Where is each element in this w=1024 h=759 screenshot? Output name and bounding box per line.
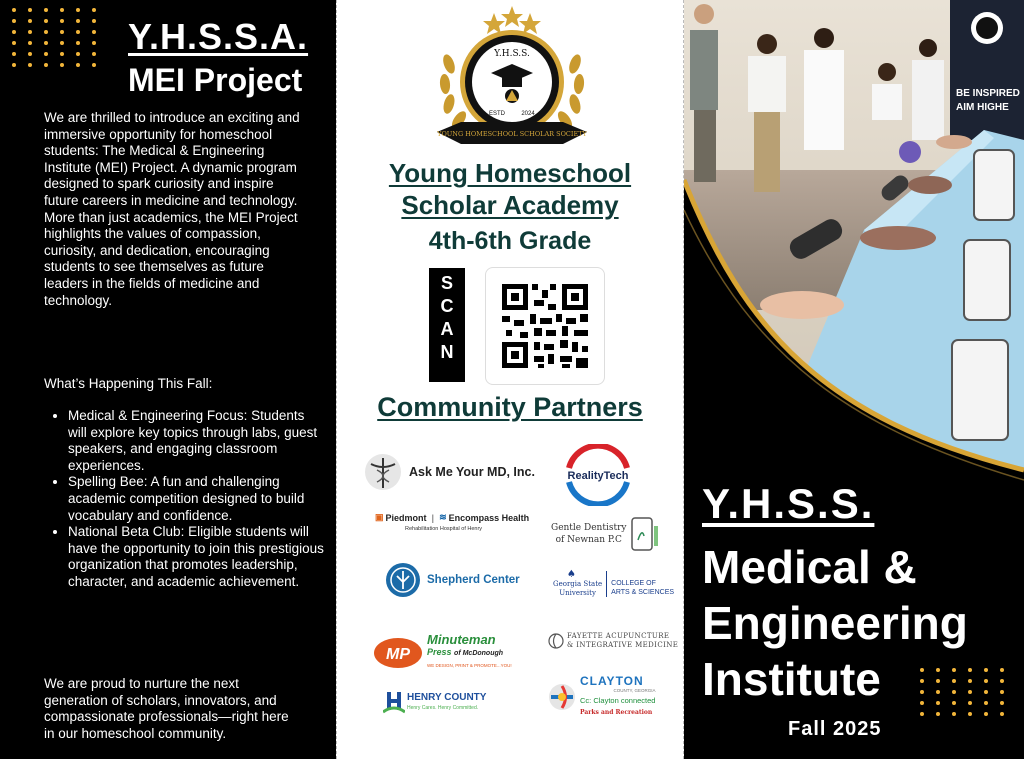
partner-gentle-dentistry: Gentle Dentistry of Newnan P.C [551, 516, 660, 552]
acupuncture-icon [547, 632, 565, 650]
list-item: • National Beta Club: Eligible students will have the opportunity to join this prestigious organization that promotes leadership, character, and academic achievement. [68, 524, 324, 590]
partner-shepherd: Shepherd Center [385, 562, 520, 598]
svg-text:BE INSPIRED: BE INSPIRED [956, 88, 1020, 99]
partner-minuteman: MP Minuteman Press of McDonough WE DESIGN, PRINT & PROMOTE...YOU! [373, 634, 512, 672]
left-panel [0, 0, 336, 759]
svg-text:MP: MP [386, 646, 410, 663]
institute-name-line3: Institute [702, 653, 881, 705]
shepherd-logo-icon [385, 562, 421, 598]
list-item: • Spelling Bee: A fun and challenging academic competition designed to build vocabulary and confidence. [68, 474, 324, 524]
middle-panel [336, 0, 684, 759]
clayton-logo-icon [547, 682, 577, 712]
partner-fayette: FAYETTE ACUPUNCTURE & INTEGRATIVE MEDICINE [547, 632, 678, 650]
henry-county-logo-icon [383, 690, 405, 716]
scan-label: S C A N [440, 273, 454, 362]
minuteman-logo-icon [373, 636, 423, 670]
academy-name-line2: Scholar Academy [401, 190, 619, 220]
partner-clayton: CLAYTON COUNTY, GEORGIA Cc: Clayton connected Parks and Recreation [547, 676, 655, 718]
list-item: • Medical & Engineering Focus: Students will explore key topics through labs, guest speakers, and engaging classroom experiences. [68, 408, 324, 474]
institute-name-line1: Medical & [702, 541, 917, 593]
partners-heading: Community Partners [377, 392, 643, 422]
partner-askmd: Ask Me Your MD, Inc. [363, 452, 535, 492]
season-label: Fall 2025 [788, 718, 882, 740]
academy-name-line1: Young Homeschool [388, 158, 632, 188]
partner-henry-county: HENRY COUNTY Henry Cares. Henry Committed. [383, 690, 486, 716]
decorative-dots [12, 8, 100, 67]
grade-label: 4th-6th Grade [428, 227, 592, 255]
partner-piedmont-encompass: ▣ Piedmont | ≋ Encompass Health Rehabilitation Hospital of Henry [375, 512, 530, 532]
svg-text:ESTD: ESTD [488, 111, 506, 117]
happening-heading: What’s Happening This Fall: [44, 376, 213, 391]
svg-text:AIM HIGHE: AIM HIGHE [956, 102, 1009, 113]
partner-realitytech [561, 444, 635, 506]
realitytech-logo [561, 444, 635, 506]
caduceus-icon [363, 452, 403, 492]
right-title: Y.H.S.S. [702, 480, 875, 527]
closing-paragraph: We are proud to nurture the next generation of scholars, innovators, and compassionate professionals—right here in our homeschool community. [44, 676, 289, 741]
program-list [44, 408, 324, 591]
right-panel [684, 0, 1024, 759]
left-subtitle: MEI Project [128, 62, 303, 98]
decorative-dots [920, 668, 1008, 716]
left-title: Y.H.S.S.A. [128, 16, 309, 57]
svg-text:YOUNG HOMESCHOOL SCHOLAR SOCIE: YOUNG HOMESCHOOL SCHOLAR SOCIETY [437, 130, 587, 138]
scholar-society-logo [427, 4, 597, 156]
svg-text:Y.H.S.S.: Y.H.S.S. [494, 49, 530, 59]
institute-name-line2: Engineering [702, 597, 968, 649]
intro-paragraph: We are thrilled to introduce an exciting and immersive opportunity for homeschool students: The Medical & Engineering Institute (MEI) Project. A dynamic program designed to spark curiosity and inspire future careers in medicine and technology. More than just academics, the MEI Project highlights the values of compassion, curiosity, and dedication, encouraging students to see themselves as future leaders in the fields of medicine and technology. [44, 110, 300, 308]
partner-georgia-state: ♠ Georgia State University COLLEGE OF ARTS & SCIENCES [553, 569, 675, 597]
dentistry-icon [630, 516, 660, 552]
svg-text:RealityTech: RealityTech [567, 470, 629, 482]
svg-text:2024: 2024 [521, 111, 535, 117]
qr-code-icon [486, 268, 604, 384]
qr-code[interactable] [485, 267, 605, 385]
